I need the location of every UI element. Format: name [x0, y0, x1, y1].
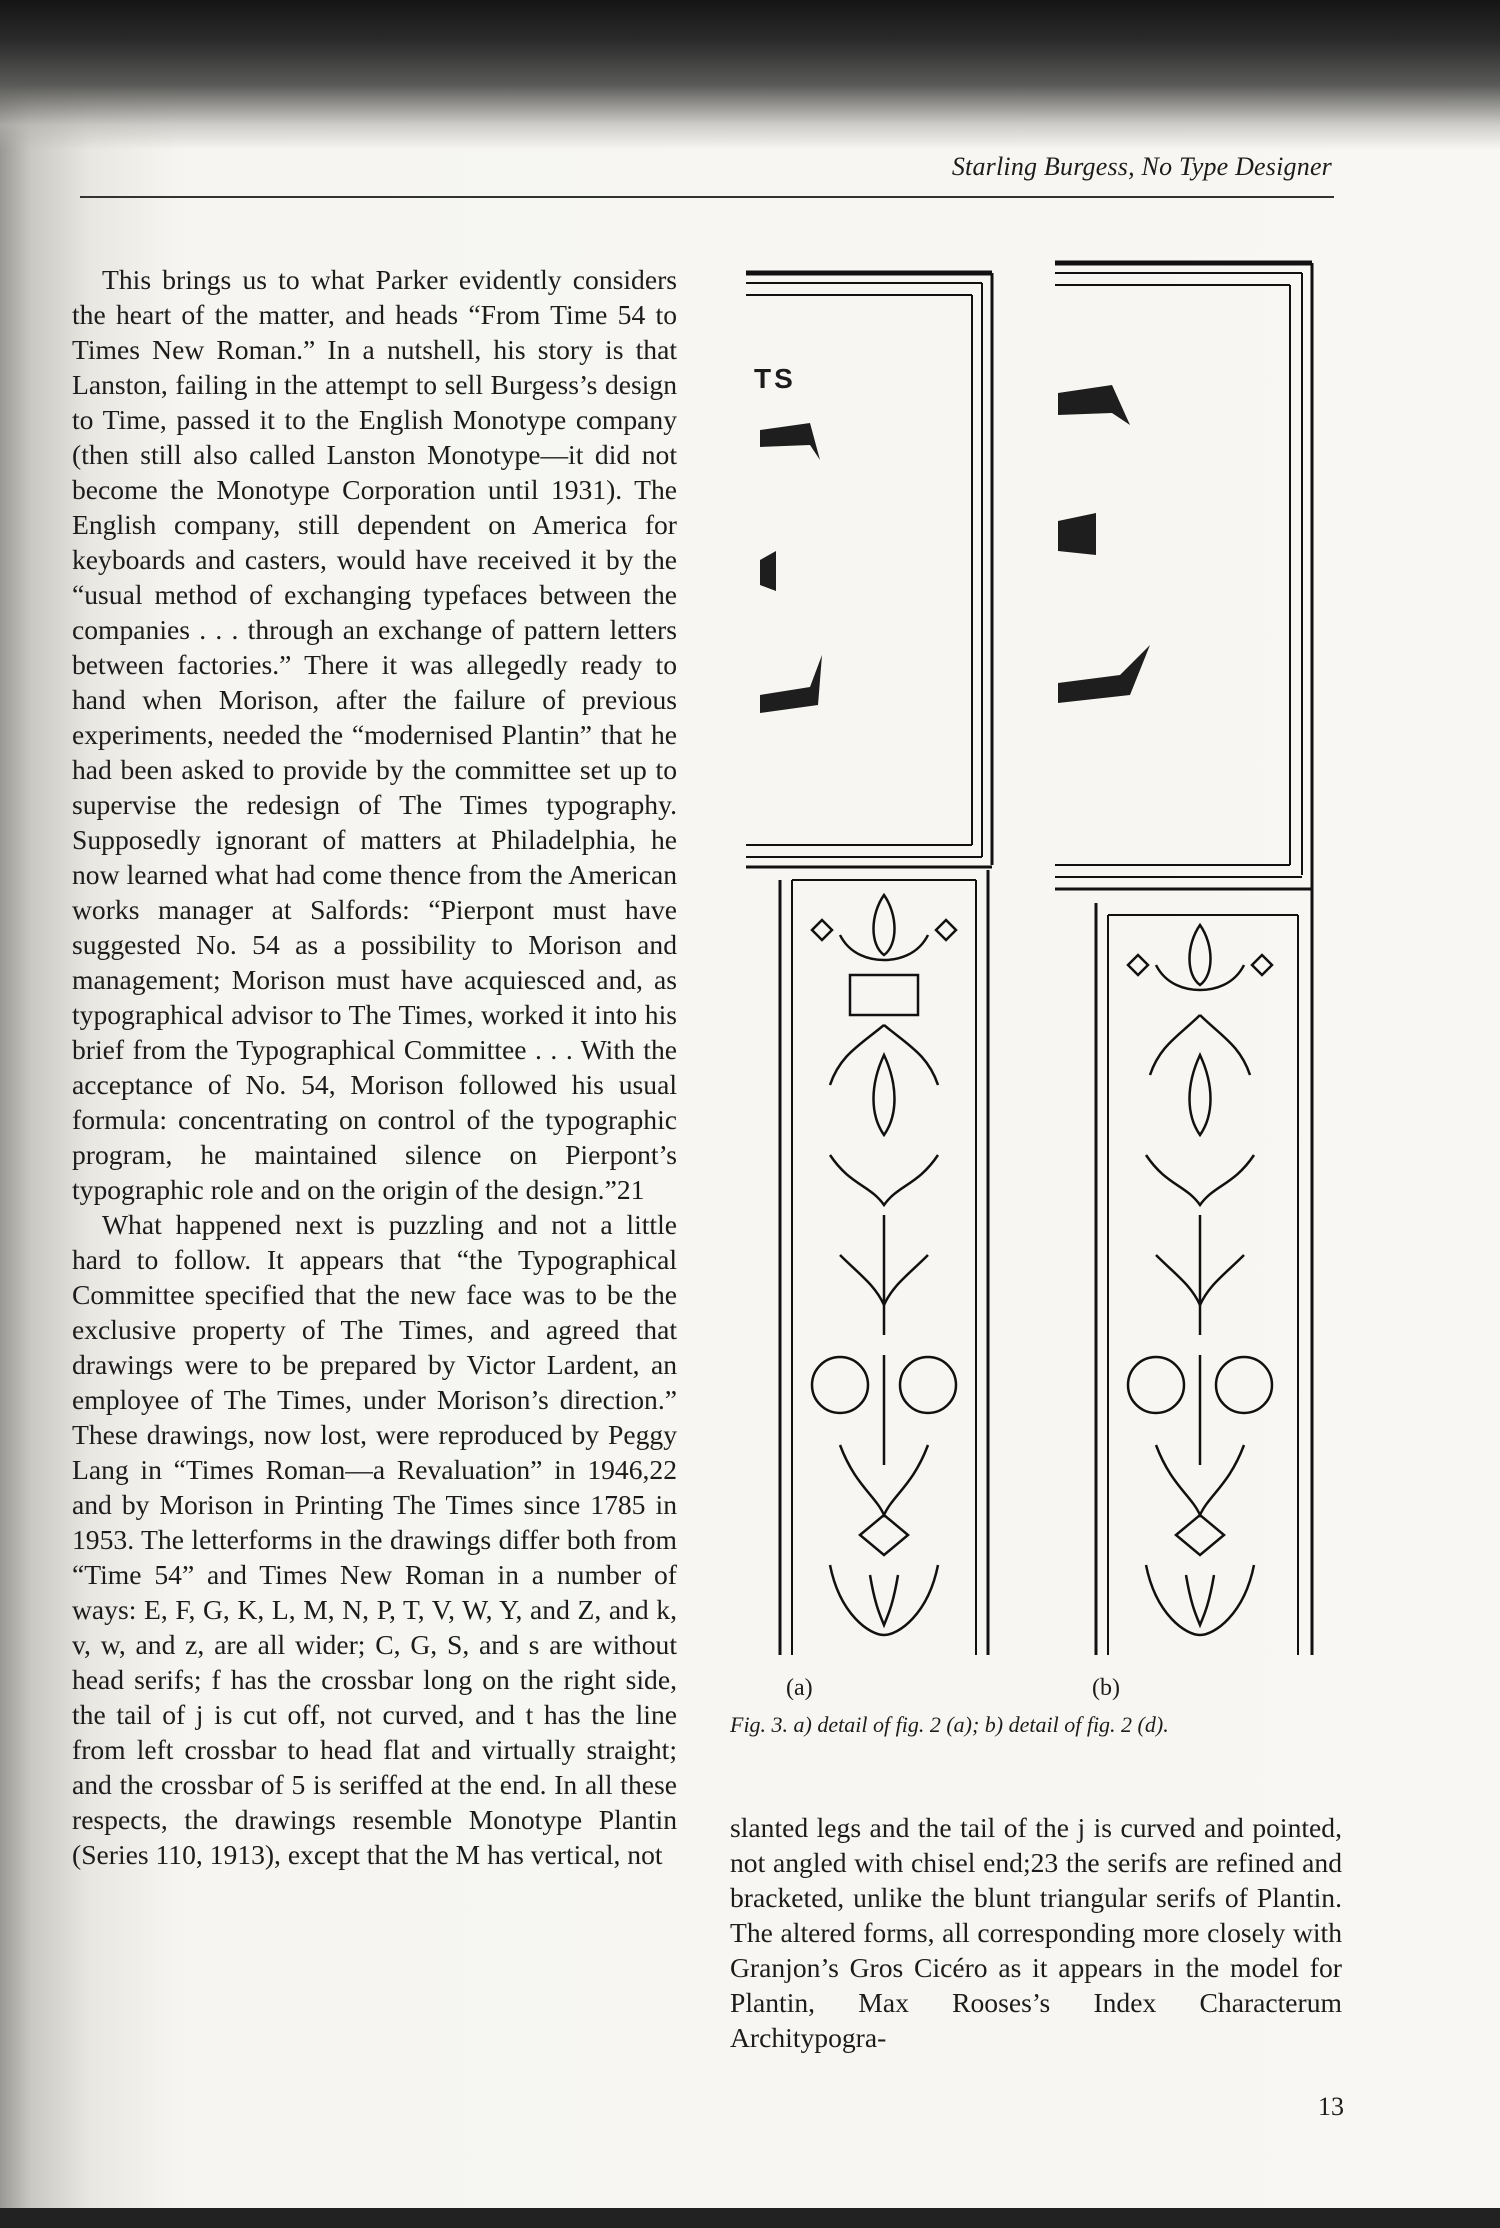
figure-caption: Fig. 3. a) detail of fig. 2 (a); b) detail of fig. 2 (d).	[730, 1712, 1169, 1737]
label-a: (a)	[786, 1675, 813, 1701]
figure-3-artwork	[740, 255, 1320, 1675]
figure-3	[740, 255, 1320, 1701]
scan-edge-bottom	[0, 2208, 1500, 2228]
paragraph-2: What happened next is puzzling and not a little hard to follow. It appears that “the Typographical Committee specified that the new face was to be the exclusive property of The Times, and agreed that drawings were to be prepared by Victor Lardent, an employee of The Times, under Morison’s direction.” These drawings, now lost, were reproduced by Peggy Lang in “Times Roman—a Revaluation” in 1946,22 and by Morison in Printing The Times since 1785 in 1953. The letterforms in the drawings differ both from “Time 54” and Times New Roman in a number of ways: E, F, G, K, L, M, N, P, T, V, W, Y, and Z, and k, v, w, and z, are all wider; C, G, S, and s are without head serifs; f has the crossbar long on the right side, the tail of j is cut off, not curved, and t has the line from left crossbar to head flat and virtually straight; and the crossbar of 5 is seriffed at the end. In all these respects, the drawings resemble Monotype Plantin (Series 110, 1913), except that the M has vertical, not	[72, 1209, 677, 1870]
running-head: Starling Burgess, No Type Designer	[951, 152, 1332, 181]
panel-a-letter-fragments	[760, 423, 822, 713]
right-paragraph: slanted legs and the tail of the j is curved and pointed, not angled with chisel end;23 the serifs are refined and bracketed, unlike the blunt triangular serifs of Plantin. The altered forms, all corresponding more closely with Granjon’s Gros Cicéro as it appears in the model for Plantin, Max Rooses’s Index Characterum Architypogra-	[730, 1812, 1342, 2053]
panel-b-ornament	[1128, 925, 1272, 1635]
left-column	[72, 262, 677, 1872]
page-number: 13	[1318, 2092, 1344, 2121]
panel-b-letter-fragments	[1058, 385, 1150, 703]
right-column	[730, 1810, 1342, 2055]
ts-label: TS	[754, 363, 796, 394]
panel-b-frame	[1055, 263, 1312, 1655]
header-rule	[80, 196, 1334, 198]
panel-a-ornament	[812, 895, 956, 1635]
label-b: (b)	[1092, 1675, 1120, 1701]
paragraph-1: This brings us to what Parker evidently considers the heart of the matter, and heads “From Time 54 to Times New Roman.” In a nutshell, his story is that Lanston, failing in the attempt to sell Burgess’s design to Time, passed it to the English Monotype company (then still also called Lanston Monotype—it did not become the Monotype Corporation until 1931). The English company, still dependent on America for keyboards and casters, would have received it by the “usual method of exchanging typefaces between the companies . . . through an exchange of pattern letters between factories.” There it was allegedly ready to hand when Morison, after the failure of previous experiments, needed the “modernised Plantin” that he had been asked to provide by the committee set up to supervise the redesign of The Times typography. Supposedly ignorant of matters at Philadelphia, he now learned what had come thence from the American works manager at Salfords: “Pierpont must have suggested No. 54 as a possibility to Morison and management; Morison must have acquiesced and, as typographical advisor to The Times, worked it into his brief from the Typographical Committee . . . With the acceptance of No. 54, Morison followed his usual formula: concentrating on control of the typographic program, he maintained silence on Pierpont’s typographic role and on the origin of the design.”21	[72, 264, 677, 1205]
scan-shadow-top	[0, 0, 1500, 150]
panel-a-frame	[746, 273, 992, 1655]
